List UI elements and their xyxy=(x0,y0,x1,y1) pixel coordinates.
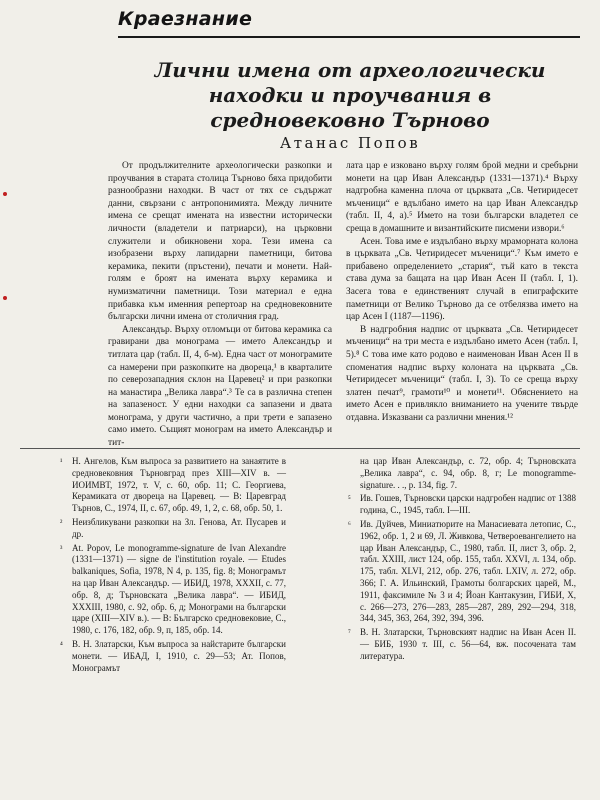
footnote-text: Н. Ангелов, Към въпроса за развитието на занаятите в средновековния Търновград през XIII—XIV в. — ИОИМВТ, 1972, т. V, с. 60, обр. 11; С. Георгиева, Керамиката от двореца на Царевец. — В: Царевград Търнов, С., 1974, II, с. 67, обр. 49, 1, 2, с. 68, обр. 50, 1. xyxy=(72,456,286,514)
footnote-number: ² xyxy=(60,517,63,527)
footnote xyxy=(60,517,286,541)
paragraph: В надгробния надпис от църквата „Св. Четиридесет мъченици“ на три места е издълбано името Асен (табл. I, 5).⁸ С това име като родово е наименован Иван Асен II в споменатия надпис върху колоната на църквата „Св. Четиридесет мъченици“ (табл. I, 3). То се среща върху златен печат⁹, грамоти¹⁰ и монети¹¹. Обяснението на името Асен е привлякло вниманието на учените твърде отдавна. Изказвани са различни мнения.¹² xyxy=(346,324,578,423)
footnote-text: Ив. Дуйчев, Миниатюрите на Манасиевата летопис, С., 1962, обр. 1, 2 и 69, Л. Живкова, Четвероевангелието на цар Иван Александър, С., 1980, табл. II, лист 3, обр. 2, табл. XXIII, лист 124, обр. 155, табл. XXVI, л. 134, обр. 175, табл. XLVI, 212, обр. 276, табл. LXIV, л. 272, обр. 366; Г. А. Ильинский, Грамоты болгарских царей, М., 1911, факсимиле № 3 и 4; Йоан Кантакузин, ГИБИ, X, с. 266—273, 276—283, 285—287, 289, 292—294, 318, 344, 345, 363, 264, 392, 394, 396. xyxy=(360,518,576,624)
margin-mark xyxy=(3,192,7,196)
paragraph: лата цар е изковано върху голям брой медни и сребърни монети на цар Иван Александър (1331—1371).⁴ Върху надгробна каменна плоча от църквата „Св. Четиридесет мъченици“ е вдълбано името на цар Иван Александър (табл. II, 4, а).⁵ Името на този български владетел се среща в домашните и византийските писмени извори.⁶ xyxy=(346,161,578,234)
footnote xyxy=(60,639,286,674)
body-column-right xyxy=(346,160,578,424)
margin-mark xyxy=(3,296,7,300)
footnote xyxy=(348,519,576,625)
paragraph: Александър. Върху отломъци от битова керамика са гравирани два монограма — името Александър и титлата цар (табл. II, 4, б-м). Една част от монограмите са намерени при разкопките на двореца,¹ в кварталите по северозападния склон на Царевец² и при разкопки на манастира „Велика лавра“.³ Те са в различна степен на запазеност. У едни находки са запазени и двата монограма, у други частично, а при трети е запазено само името. Същият монограм на името Александър и тит- xyxy=(108,324,332,449)
footnote xyxy=(348,627,576,662)
footnote xyxy=(348,493,576,517)
footnote-number: ⁷ xyxy=(348,628,351,638)
footnote-text: В. Н. Златарски, Към въпроса за найстарите български монети. — ИБАД, I, 1910, с. 29—53; Ат. Попов, Монограмът xyxy=(72,638,286,673)
footnote xyxy=(60,543,286,637)
footnote-number: ⁶ xyxy=(348,519,351,529)
footnotes-right xyxy=(348,456,576,665)
article-author: Атанас Попов xyxy=(279,134,421,152)
footnote xyxy=(60,456,286,515)
footnote-text: Неизбликувани разкопки на Зл. Генова, Ат. Пусарев и др. xyxy=(72,516,286,539)
header-rule xyxy=(118,36,580,38)
footnote-rule xyxy=(20,448,580,449)
footnote-text: на цар Иван Александър, с. 72, обр. 4; Търновската „Велика лавра“, с. 94, обр. 8, г; Le monogramme-signature. . ., p. 134, fig. 7. xyxy=(360,456,576,490)
paragraph: Асен. Това име е издълбано върху мраморната колона в църквата „Св. Четиридесет мъченици“.⁷ Към името е прибавено определението „стария“, тъй като в текста става дума за бащата на цар Иван Асен II (табл. I, 1). Засега това е единственият случай в епиграфските паметници от Велико Търново да се отбелязва името на цар Асен I (1187—1196). xyxy=(346,236,578,323)
footnotes-left xyxy=(60,456,286,676)
footnote-text: At. Popov, Le monogramme-signature de Ivan Alexandre (1331—1371) — signe de l'institution royale. — Etudes balkaniques, Sofia, 1978, N 4, p. 135, fig. 8; Монограмът на цар Иван Александър. — ИБИД, 1978, XXXII, с. 77, обр. 8, д; Търновската „Велика лавра“. — ИБИД, XXXIII, 1980, с. 92, обр. 6, д; Монограми на български царе (XIII—XIV в.). — В: Българско средновековие, С., 1980, с. 176, 182, обр. 9, п, 185, обр. 14. xyxy=(72,542,286,636)
article-title: Лични имена от археологически находки и проучвания в средновековно Търново xyxy=(154,58,546,132)
footnote-number: ⁴ xyxy=(60,639,63,649)
footnote-text: В. Н. Златарски, Търновският надпис на Иван Асен II. — БИБ, 1930 т. III, с. 56—64, вж. посочената там литература. xyxy=(360,627,576,661)
paragraph: От продължителните археологически разкопки и проучвания в старата столица Търново бяха придобити разнообразни находки. В част от тях се съдържат данни, свързани с антропонимията. Между личните имена се срещат имената на известни исторически личности (владетели и патриарси), на църковни служители и обикновени хора. Тези имена са изобразени върху лапидарни паметници, битова керамика, пекити (пръстени), печати и монети. Най-голям е броят на имената върху керамика и нумизматични паметници. Този материал е една прибавка към именния репертоар на средновековните български лични имена от столичния град. xyxy=(108,161,332,323)
footnote-number: ⁵ xyxy=(348,494,351,504)
footnote xyxy=(348,456,576,491)
section-header: Краезнание xyxy=(118,8,253,30)
footnote-number: ¹ xyxy=(60,457,63,466)
footnote-number: ³ xyxy=(60,543,63,553)
footnote-text: Ив. Гошев, Търновски царски надгробен надпис от 1388 година, С., 1945, табл. I—III. xyxy=(360,493,576,516)
body-column-left xyxy=(108,160,332,450)
